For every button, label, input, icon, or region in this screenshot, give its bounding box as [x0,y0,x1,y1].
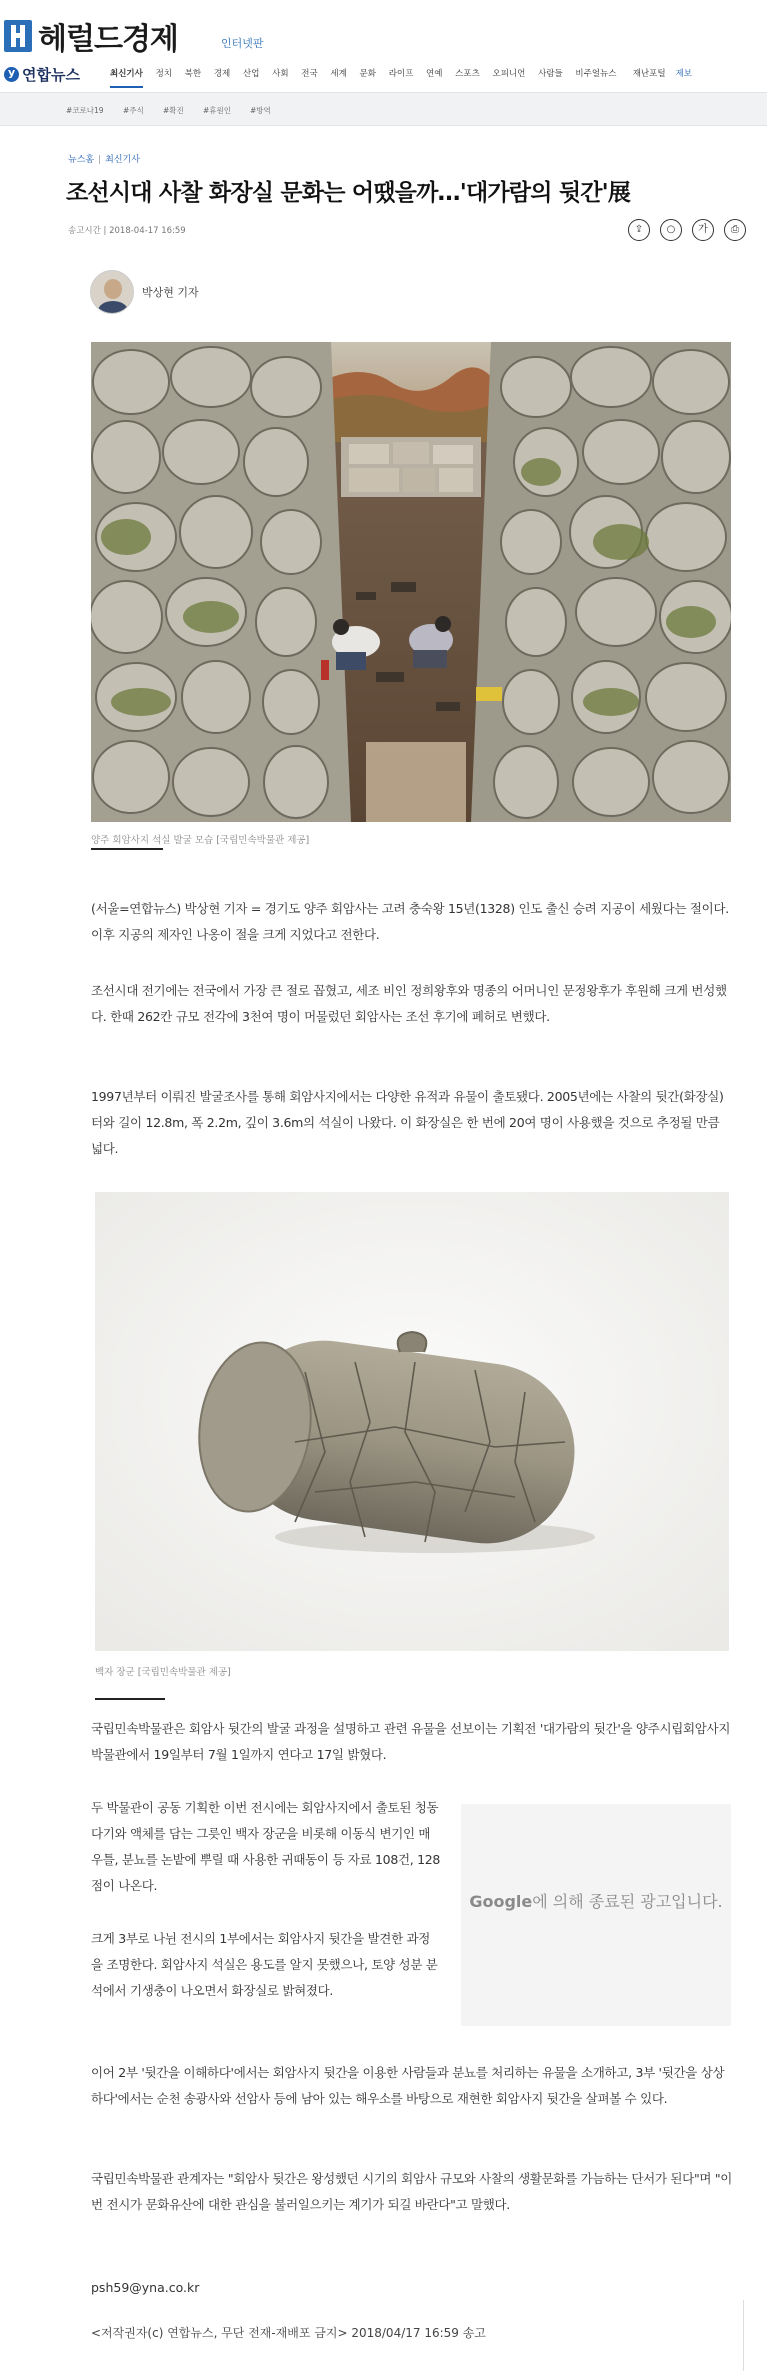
nav-item-nation[interactable]: 전국 [301,69,318,79]
breadcrumb-home[interactable]: 뉴스홈 [68,155,95,165]
nav-item-people[interactable]: 사람들 [538,69,563,79]
tag-item[interactable]: #코로나19 [66,106,104,115]
article-paragraph: 두 박물관이 공동 기획한 이번 전시에는 회암사지에서 출토된 청동 다기와 액체를 담는 그릇인 백자 장군을 비롯해 이동식 변기인 매우틀, 분뇨를 논밭에 뿌릴 때 사용한 귀때동이 등 자료 108건, 128점이 나온다. [91,1800,441,1893]
nav-item-report[interactable]: 제보 [675,69,692,79]
site-header [0,0,767,56]
article-paragraph: 국립민속박물관은 회암사 뒷간의 발굴 과정을 설명하고 관련 유물을 선보이는 기획전 '대가람의 뒷간'을 양주시립회암사지박물관에서 19일부터 7월 1일까지 연다고 17일 밝혔다. [91,1721,731,1762]
tag-item[interactable]: #주식 [123,106,144,115]
divider [743,2300,744,2371]
herald-logo-icon[interactable] [4,20,32,52]
breadcrumb: 뉴스홈 | 최신기사 [68,155,140,165]
font-size-icon[interactable]: 가 [692,219,714,241]
nav-item-sports[interactable]: 스포츠 [455,69,480,79]
nav-item-industry[interactable]: 산업 [242,69,260,79]
photo-caption: 양주 회암사지 석실 발굴 모습 [국립민속박물관 제공] [91,835,310,846]
nav-item-life[interactable]: 라이프 [388,69,414,79]
nav-item-entertainment[interactable]: 연예 [426,69,443,79]
ad-closed-message: Google에 의해 종료된 광고입니다. [469,1892,723,1911]
photo-caption: 백자 장군 [국립민속박물관 제공] [95,1667,231,1678]
author-name[interactable]: 박상현 기자 [142,286,199,299]
logo-subtitle: 인터넷판 [221,37,264,50]
comment-icon[interactable]: ○ [660,219,682,241]
yna-globe-icon [4,67,19,82]
yna-logo[interactable]: y연합뉴스 [4,64,80,85]
hot-tags-bar [0,92,767,126]
main-nav [0,62,767,88]
excavation-photo-image [91,342,731,822]
breadcrumb-latest[interactable]: 최신기사 [105,155,140,165]
ad-container[interactable] [461,1804,731,2026]
tag-item[interactable]: #확진 [163,106,184,115]
article-title: 조선시대 사찰 화장실 문화는 어땠을까…'대가람의 뒷간'展 [66,180,631,206]
porcelain-jar-image [95,1192,729,1651]
share-icon[interactable]: ⇪ [628,219,650,241]
tag-item[interactable]: #방역 [250,106,271,115]
nav-right [633,67,692,79]
avatar[interactable] [90,270,134,314]
caption-divider [95,1698,165,1700]
tag-item[interactable]: #휴원인 [203,106,232,115]
porcelain-jar-photo[interactable] [95,1192,729,1651]
nav-item-opinion[interactable]: 오피니언 [492,69,526,79]
nav-item-politics[interactable]: 정치 [155,69,172,79]
excavation-photo[interactable] [91,342,731,822]
nav-item-visual[interactable]: 비주얼뉴스 [575,69,617,79]
caption-divider [91,848,163,850]
nav-item-latest[interactable]: 최신기사 [110,69,143,88]
article-paragraph: 1997년부터 이뤄진 발굴조사를 통해 회암사지에서는 다양한 유적과 유물이 출토됐다. 2005년에는 사찰의 뒷간(화장실) 터와 길이 12.8m, 폭 2.2m, 깊이 3.6m의 석실이 나왔다. 이 화장실은 한 번에 20여 명이 사용했을 것으로 추정될 만큼 넓다. [91,1089,724,1156]
nav-item-world[interactable]: 세계 [330,69,347,79]
article-paragraph: 국립민속박물관 관계자는 "회암사 뒷간은 왕성했던 시기의 회암사 규모와 사찰의 생활문화를 가늠하는 단서가 된다"며 "이번 전시가 문화유산에 대한 관심을 불러일으키는 계기가 되길 바란다"고 말했다. [91,2171,733,2212]
nav-menu [110,67,626,79]
nav-item-economy[interactable]: 경제 [213,69,231,79]
herald-logo[interactable]: 헤럴드경제 [38,22,178,57]
article-paragraph: 크게 3부로 나뉜 전시의 1부에서는 회암사지 뒷간을 발견한 과정을 조명한다. 회암사지 석실은 용도를 알지 못했으나, 토양 성분 분석에서 기생충이 나오면서 화장실로 밝혀졌다. [91,1931,438,1998]
copyright-notice: <저작권자(c) 연합뉴스, 무단 전재-재배포 금지> 2018/04/17 16:59 송고 [91,2326,486,2340]
article-paragraph: (서울=연합뉴스) 박상현 기자 = 경기도 양주 회암사는 고려 충숙왕 15년(1328) 인도 출신 승려 지공이 세웠다는 절이다. 이후 지공의 제자인 나옹이 절을 크게 지었다고 전한다. [91,901,729,942]
send-time: 송고시간 | 2018-04-17 16:59 [68,226,186,236]
nav-item-society[interactable]: 사회 [272,69,289,79]
reporter-email[interactable]: psh59@yna.co.kr [91,2280,200,2295]
nav-item-disaster[interactable]: 재난포털 [632,69,666,79]
article-paragraph: 이어 2부 '뒷간을 이해하다'에서는 회암사지 뒷간을 이용한 사람들과 분뇨를 처리하는 유물을 소개하고, 3부 '뒷간을 상상하다'에서는 순천 송광사와 선암사 등에 남아 있는 해우소를 바탕으로 재현한 회암사지 뒷간을 살펴볼 수 있다. [91,2065,725,2106]
article-paragraph: 조선시대 전기에는 전국에서 가장 큰 절로 꼽혔고, 세조 비인 정희왕후와 명종의 어머니인 문정왕후가 후원해 크게 번성했다. 한때 262칸 규모 전각에 3천여 명이 머물렀던 회암사는 조선 후기에 폐허로 변했다. [91,983,727,1024]
nav-item-nk[interactable]: 북한 [184,69,202,79]
nav-item-culture[interactable]: 문화 [359,69,376,79]
print-icon[interactable]: ⎙ [724,219,746,241]
